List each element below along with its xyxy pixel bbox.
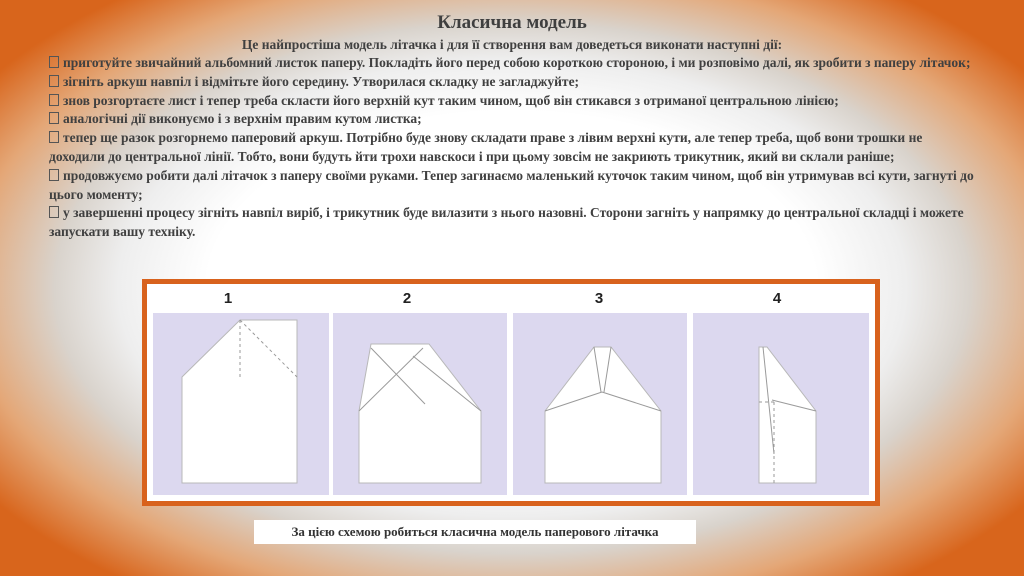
list-item <box>49 54 979 73</box>
square-bullet-icon <box>49 112 59 124</box>
square-bullet-icon <box>49 75 59 87</box>
step-text: у завершенні процесу зігніть навпіл виріб, і трикутник буде вилазити з нього назовні. Сторони загніть у напрямку до центральної складці і можете запускати вашу техніку. <box>49 205 964 240</box>
list-item <box>49 167 979 205</box>
step-text: аналогічні дії виконуємо і з верхнім правим кутом листка; <box>63 111 422 127</box>
folding-diagram <box>142 279 880 506</box>
step-text: продовжуємо робити далі літачок з паперу своїми руками. Тепер загинаємо маленький куточок таким чином, щоб він утримував всі кути, загнуті до цього моменту; <box>49 167 974 202</box>
square-bullet-icon <box>49 131 59 143</box>
step-text: приготуйте звичайний альбомний листок паперу. Покладіть його перед собою короткою стороною, і ми розповімо далі, як зробити з паперу літачок; <box>63 55 971 70</box>
step-text: зігніть аркуш навпіл і відмітьте його середину. Утворилася складку не загладжуйте; <box>63 73 580 89</box>
list-item <box>49 92 979 111</box>
diagram-caption: За цією схемою робиться класична модель паперового літачка <box>254 520 696 544</box>
list-item <box>49 110 979 129</box>
step-text: знов розгортаєте лист і тепер треба скласти його верхній кут таким чином, щоб він стикався з отриманої центральною лінією; <box>63 92 839 108</box>
square-bullet-icon <box>49 206 59 218</box>
step-number-4: 4 <box>772 290 782 307</box>
paper-sheet-3 <box>545 347 661 483</box>
square-bullet-icon <box>49 169 59 181</box>
square-bullet-icon <box>49 94 59 106</box>
list-item <box>49 129 979 167</box>
steps-list <box>49 54 979 242</box>
paper-sheet-4 <box>759 347 816 483</box>
step-number-3: 3 <box>594 290 604 307</box>
list-item <box>49 204 979 242</box>
step-number-1: 1 <box>223 290 233 307</box>
list-item <box>49 73 979 92</box>
square-bullet-icon <box>49 56 59 68</box>
slide-title: Класична модель <box>437 12 587 33</box>
slide-subtitle: Це найпростіша модель літачка і для її створення вам доведеться виконати наступні дії: <box>241 37 783 52</box>
step-number-2: 2 <box>402 290 412 307</box>
folding-shapes <box>147 284 875 501</box>
paper-sheet-2 <box>359 344 481 483</box>
step-text: тепер ще разок розгорнемо паперовий аркуш. Потрібно буде знову складати праве з лівим верхні кути, але тепер треба, щоб вони трошки не доходили до центральної лінії. Тобто, вони будуть йти трохи навскоси і при цьому зовсім не закриють трикутник, який ви склали раніше; <box>49 130 923 164</box>
